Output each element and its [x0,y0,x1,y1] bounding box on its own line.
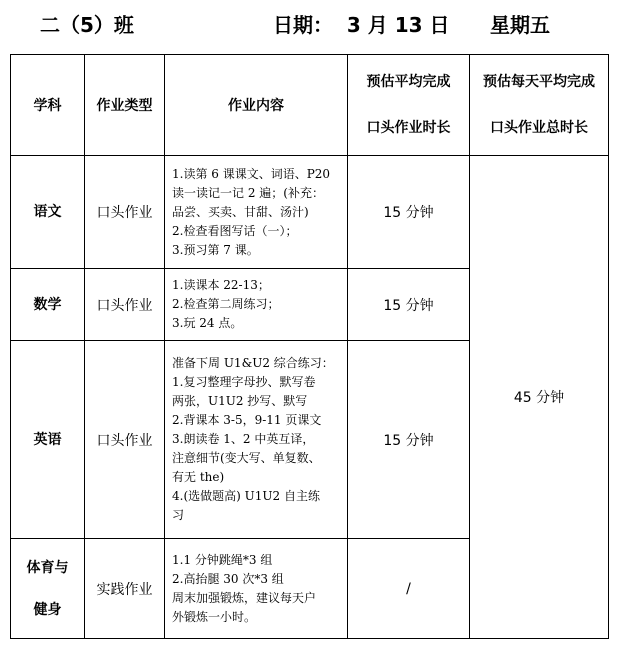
header-duration-line2: 口头作业时长 [366,120,451,136]
table-header-row [11,55,609,156]
content-line: 4.(选做题高) U1U2 自主练 [172,489,320,503]
content-line: 1.复习整理字母抄、默写卷 [172,375,316,389]
content-cell [165,156,348,269]
header-subject: 学科 [11,55,85,156]
content-cell [165,539,348,639]
content-line: 1.读课本 22-13； [172,278,270,292]
content-line: 注意细节(变大写、单复数、 [172,451,321,465]
subject-cell: 英语 [11,341,85,539]
content-line: 1.读第 6 课课文、词语、P20 [172,166,331,181]
content-line: 准备下周 U1&U2 综合练习： [172,356,334,370]
header-content: 作业内容 [165,55,348,156]
content-line: 读一读记一记 2 遍；(补充： [172,185,324,200]
content-cell [165,269,348,341]
content-line: 周末加强锻炼，建议每天户 [172,590,317,605]
class-name: 二（5）班 [40,13,134,37]
duration-cell: 15 分钟 [348,269,470,341]
duration-cell: 15 分钟 [348,156,470,269]
total-duration-cell: 45 分钟 [470,156,609,639]
type-cell: 实践作业 [85,539,165,639]
table-row-chinese [11,156,609,269]
type-cell: 口头作业 [85,269,165,341]
header-total-line2: 口头作业总时长 [490,120,588,136]
header-total-line1: 预估每天平均完成 [483,74,595,90]
date-label: 日期： 3 月 13 日 [273,13,450,37]
header-total [470,55,609,156]
content-line: 外锻炼一小时。 [172,609,257,624]
content-line: 有无 the) [172,470,225,484]
content-line: 2.高抬腿 30 次*3 组 [172,571,284,586]
content-line: 3.朗读卷 1、2 中英互译， [172,432,315,446]
duration-cell: 15 分钟 [348,341,470,539]
homework-table [10,54,609,639]
content-line: 2.检查看图写话（一）； [172,223,298,238]
subject-cell: 语文 [11,156,85,269]
content-line: 1.1 分钟跳绳*3 组 [172,552,273,567]
content-line: 2.背课本 3-5，9-11 页课文 [172,413,322,427]
header-duration [348,55,470,156]
weekday-label: 星期五 [490,13,550,37]
content-line: 习 [172,508,185,522]
subject-line: 健身 [33,601,62,618]
content-line: 2.检查第二周练习； [172,297,280,311]
duration-cell: / [348,539,470,639]
header-type: 作业类型 [85,55,165,156]
content-line: 3.玩 24 点。 [172,316,243,330]
type-cell: 口头作业 [85,156,165,269]
subject-line: 体育与 [26,559,69,576]
type-cell: 口头作业 [85,341,165,539]
subject-cell: 数学 [11,269,85,341]
content-cell [165,341,348,539]
content-line: 3.预习第 7 课。 [172,242,259,257]
subject-cell [11,539,85,639]
content-line: 品尝、买卖、甘甜、汤汁) [172,204,309,219]
content-line: 两张，U1U2 抄写、默写 [172,394,308,408]
header-duration-line1: 预估平均完成 [366,74,451,90]
